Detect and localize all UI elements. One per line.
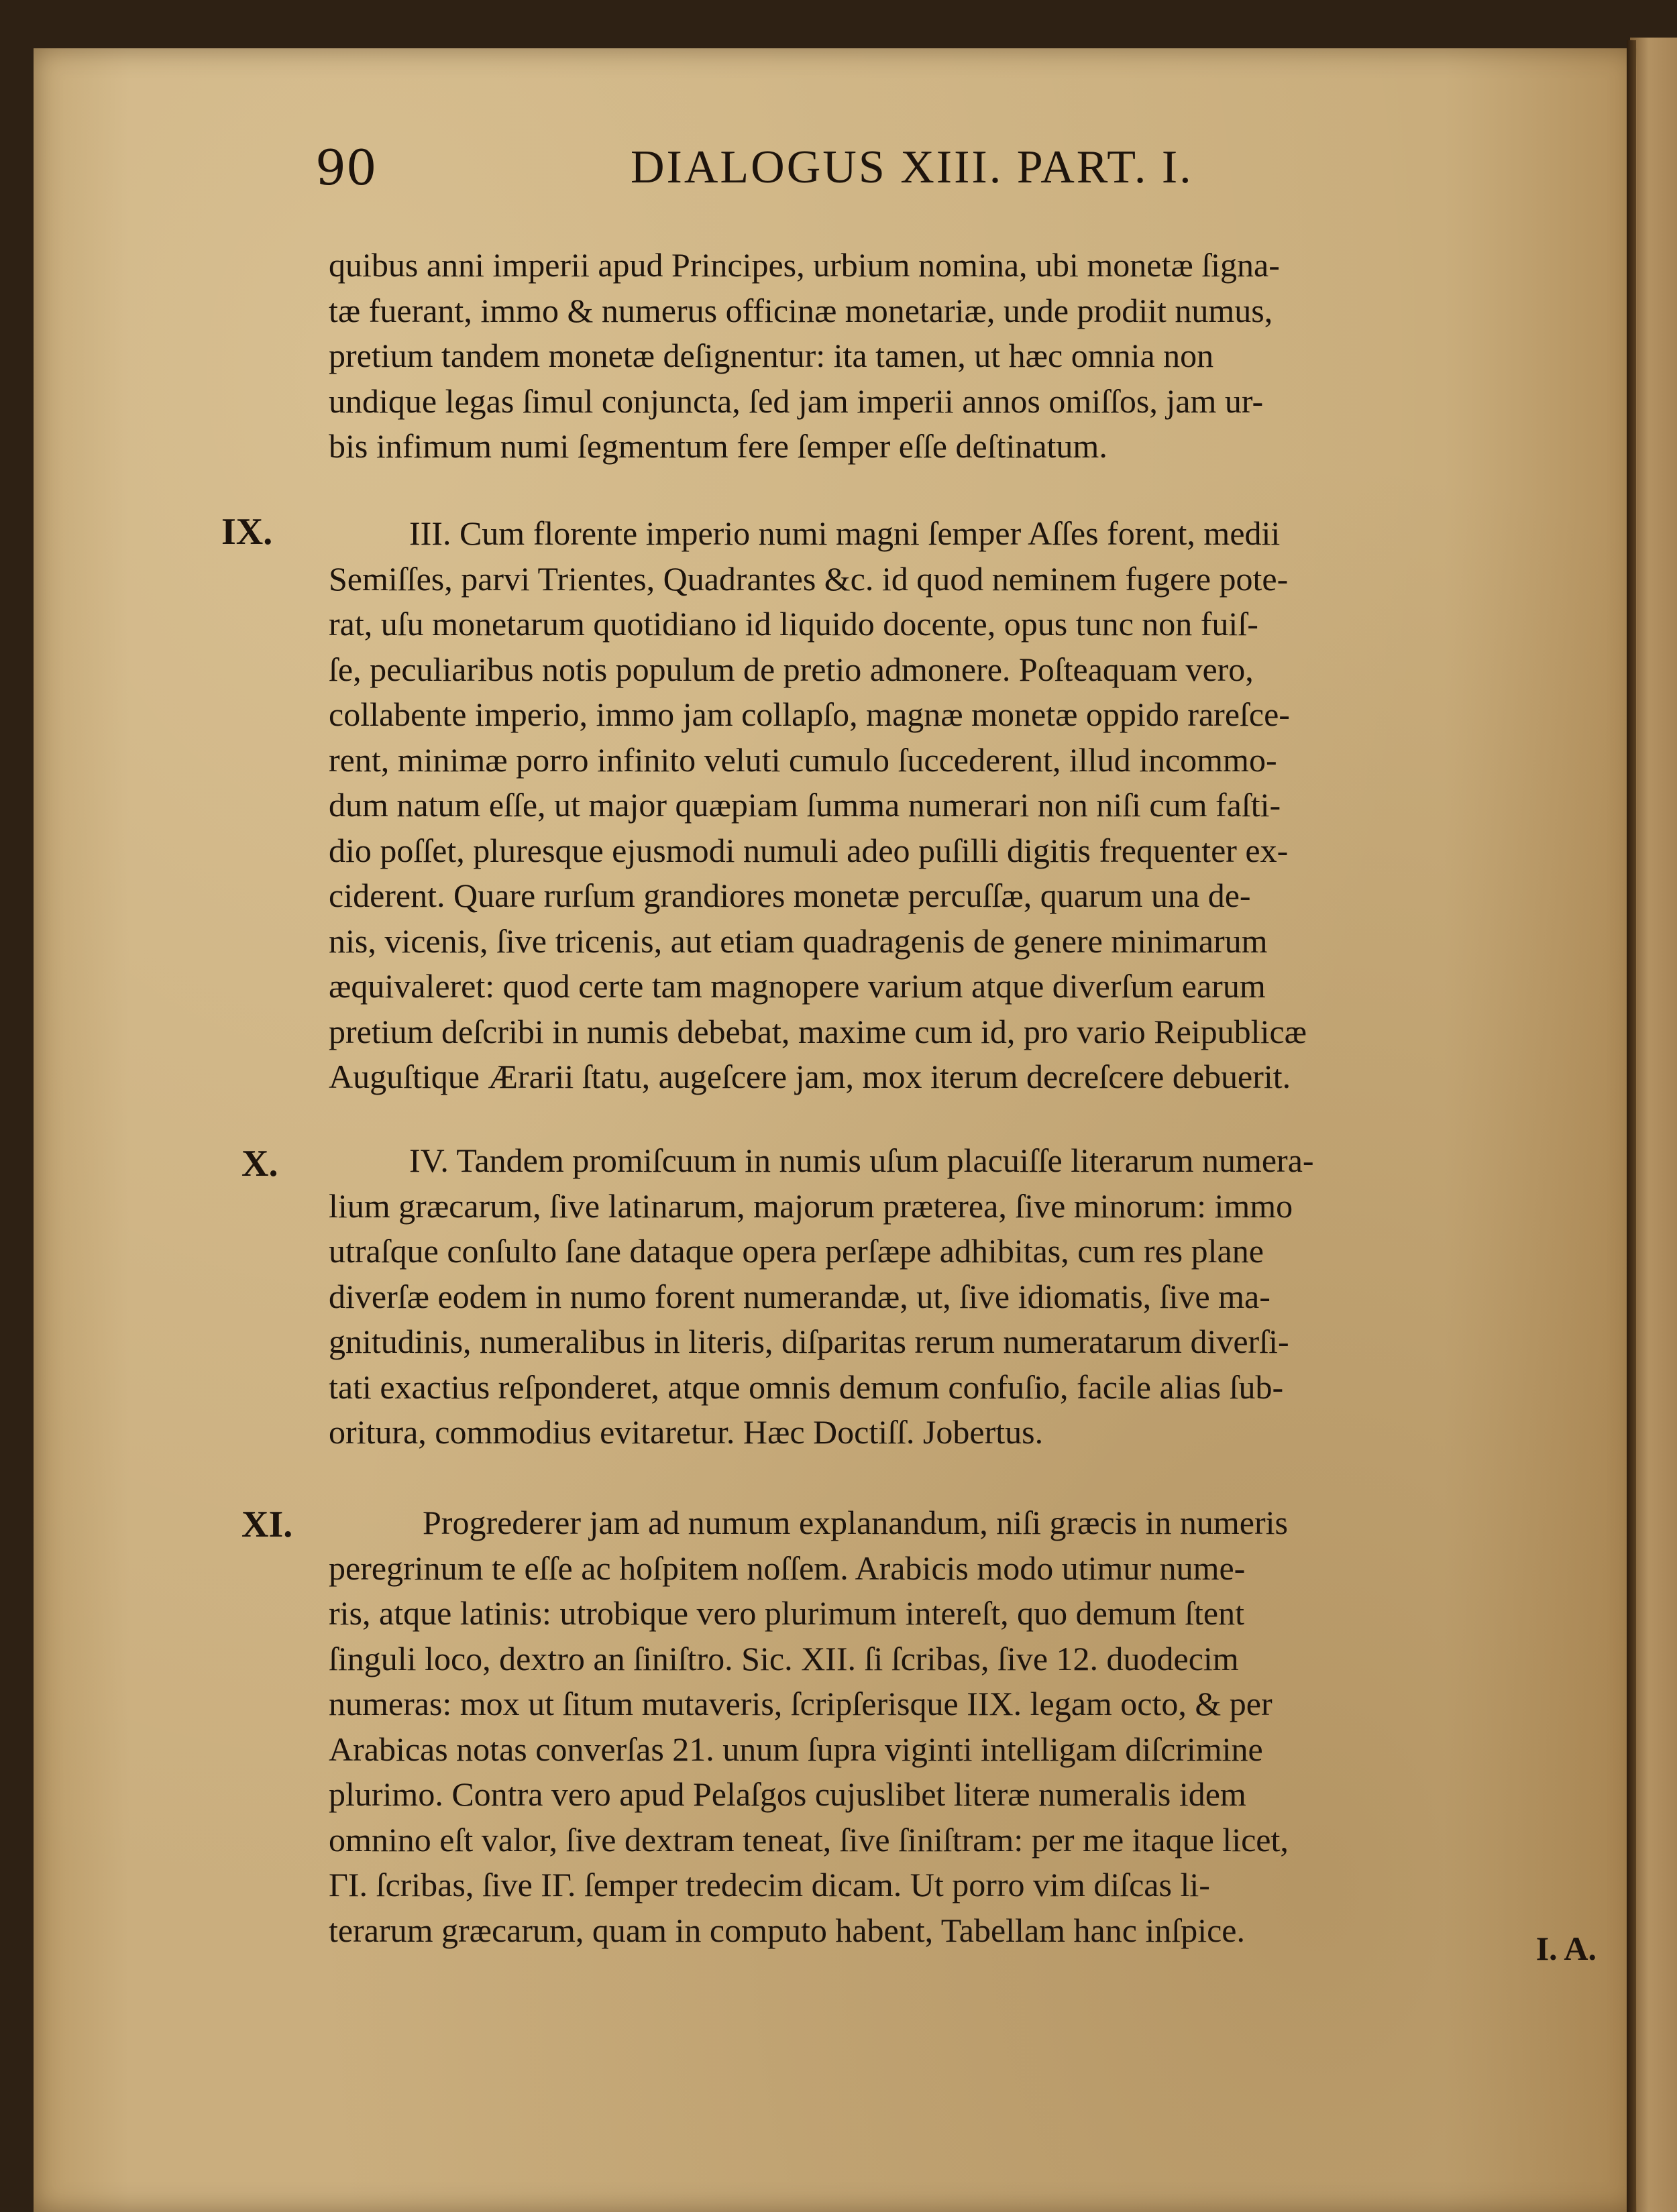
- text-line: bis infimum numi ſegmentum fere ſemper eſſe deſtinatum.: [329, 427, 1107, 465]
- page-number: 90: [315, 140, 377, 196]
- text-line: plurimo. Contra vero apud Pelaſgos cujuslibet literæ numeralis idem: [329, 1775, 1246, 1813]
- text-line: III. Cum florente imperio numi magni ſemper Aſſes forent, medii: [409, 514, 1281, 552]
- marginal-number-xi: XI.: [241, 1504, 293, 1545]
- text-line: peregrinum te eſſe ac hoſpitem noſſem. Arabicis modo utimur nume-: [329, 1549, 1246, 1587]
- running-title: DIALOGUS XIII. PART. I.: [631, 142, 1193, 193]
- text-line: ris, atque latinis: utrobique vero plurimum intereſt, quo demum ſtent: [329, 1594, 1245, 1632]
- catchword: I. A.: [1535, 1930, 1597, 1967]
- text-line: ciderent. Quare rurſum grandiores monetæ percuſſæ, quarum una de-: [329, 877, 1251, 914]
- text-line: diverſæ eodem in numo forent numerandæ, ut, ſive idiomatis, ſive ma-: [329, 1277, 1270, 1315]
- text-line: rat, uſu monetarum quotidiano id liquido docente, opus tunc non fuiſ-: [329, 605, 1258, 643]
- text-line: gnitudinis, numeralibus in literis, diſparitas rerum numeratarum diverſi-: [329, 1323, 1289, 1360]
- text-line: Progrederer jam ad numum explanandum, niſi græcis in numeris: [423, 1504, 1288, 1541]
- text-line: pretium deſcribi in numis debebat, maxime cum id, pro vario Reipublicæ: [329, 1012, 1307, 1050]
- text-line: dum natum eſſe, ut major quæpiam ſumma numerari non niſi cum faſti-: [329, 786, 1281, 824]
- text-line: collabente imperio, immo jam collapſo, magnæ monetæ oppido rareſce-: [329, 696, 1290, 733]
- text-line: omnino eſt valor, ſive dextram teneat, ſive ſiniſtram: per me itaque licet,: [329, 1820, 1289, 1859]
- text-line: pretium tandem monetæ deſignentur: ita tamen, ut hæc omnia non: [329, 337, 1214, 374]
- text-line: Auguſtique Ærarii ſtatu, augeſcere jam, mox iterum decreſcere debuerit.: [329, 1058, 1291, 1095]
- text-line: utraſque conſulto ſane dataque opera perſæpe adhibitas, cum res plane: [329, 1232, 1264, 1270]
- text-line: terarum græcarum, quam in computo habent, Tabellam hanc inſpice.: [329, 1911, 1245, 1949]
- text-line: dio poſſet, pluresque ejusmodi numuli adeo puſilli digitis frequenter ex-: [329, 831, 1289, 869]
- text-line: Semiſſes, parvi Trientes, Quadrantes &c. id quod neminem fugere pote-: [329, 559, 1289, 598]
- marginal-number-x: X.: [241, 1143, 278, 1184]
- text-line: ſe, peculiaribus notis populum de pretio admonere. Poſteaquam vero,: [329, 650, 1254, 688]
- text-line: tati exactius reſponderet, atque omnis demum confuſio, facile alias ſub-: [329, 1368, 1284, 1406]
- text-line: numeras: mox ut ſitum mutaveris, ſcripſerisque IIX. legam octo, & per: [329, 1685, 1273, 1722]
- text-line: lium græcarum, ſive latinarum, majorum præterea, ſive minorum: immo: [329, 1186, 1293, 1225]
- text-line: ſinguli loco, dextro an ſiniſtro. Sic. XII. ſi ſcribas, ſive 12. duodecim: [329, 1639, 1239, 1677]
- text-line: quibus anni imperii apud Principes, urbium nomina, ubi monetæ ſigna-: [329, 246, 1280, 284]
- text-line: nis, vicenis, ſive tricenis, aut etiam quadragenis de genere minimarum: [329, 922, 1268, 960]
- text-line: æquivaleret: quod certe tam magnopere varium atque diverſum earum: [329, 967, 1266, 1005]
- text-line: ΓI. ſcribas, ſive IΓ. ſemper tredecim dicam. Ut porro vim diſcas li-: [329, 1866, 1210, 1903]
- text-line: rent, minimæ porro infinito veluti cumulo ſuccederent, illud incommo-: [329, 740, 1277, 779]
- text-line: undique legas ſimul conjuncta, ſed jam imperii annos omiſſos, jam ur-: [329, 382, 1264, 420]
- text-line: oritura, commodius evitaretur. Hæc Doctiſſ. Jobertus.: [329, 1413, 1044, 1451]
- marginal-number-ix: IX.: [221, 511, 273, 553]
- text-line: Arabicas notas converſas 21. unum ſupra viginti intelligam diſcrimine: [329, 1730, 1263, 1768]
- text-line: tæ fuerant, immo & numerus officinæ monetariæ, unde prodiit numus,: [329, 291, 1273, 329]
- text-line: IV. Tandem promiſcuum in numis uſum placuiſſe literarum numera-: [409, 1142, 1314, 1179]
